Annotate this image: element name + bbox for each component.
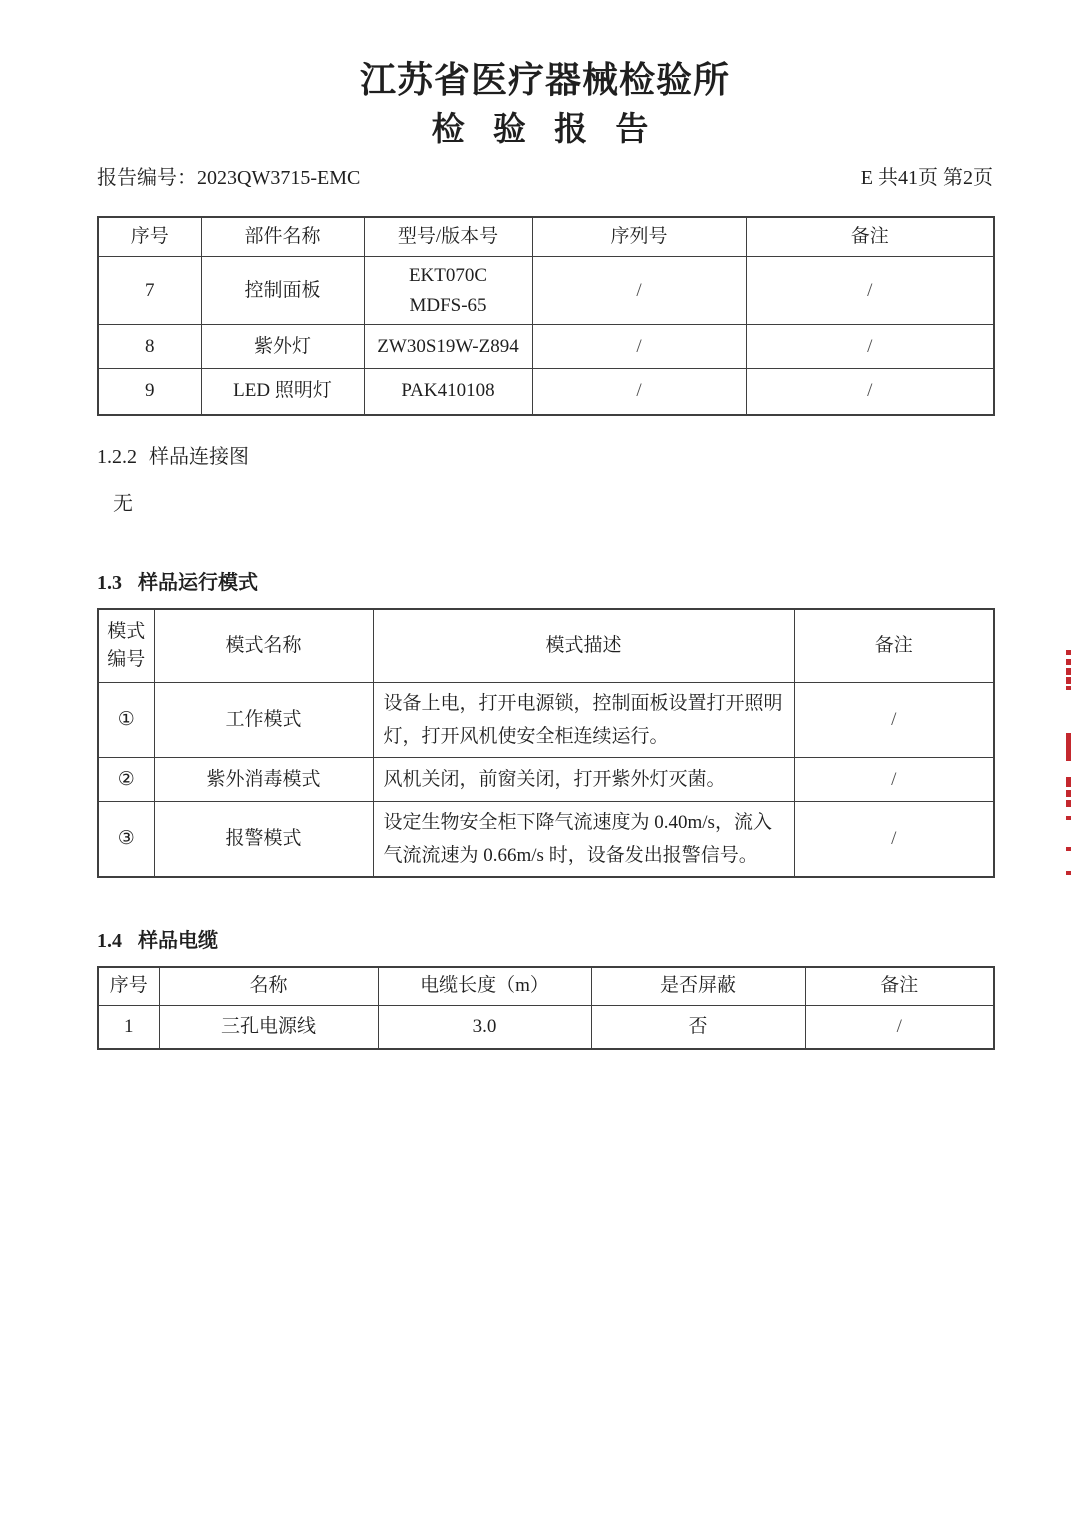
- part-no: 9: [98, 369, 201, 415]
- cables-table: [97, 966, 995, 1050]
- parts-header-model: 型号/版本号: [364, 217, 532, 257]
- mode-description: 风机关闭，前窗关闭，打开紫外灯灭菌。: [373, 758, 794, 802]
- cables-header-no: 序号: [98, 967, 159, 1005]
- table-row: [98, 325, 994, 369]
- parts-header-remark: 备注: [746, 217, 994, 257]
- part-model: PAK410108: [364, 369, 532, 415]
- modes-header-name: 模式名称: [154, 609, 373, 683]
- cable-shielded: 否: [591, 1005, 805, 1049]
- modes-header-no: [98, 609, 154, 683]
- red-stamp-fragment: [1066, 847, 1071, 851]
- modes-table: [97, 608, 995, 879]
- mode-name: 紫外消毒模式: [154, 758, 373, 802]
- mode-no: ①: [98, 683, 154, 758]
- part-no: 7: [98, 257, 201, 325]
- mode-name: 报警模式: [154, 802, 373, 878]
- table-row: [98, 758, 994, 802]
- report-number: [97, 161, 360, 190]
- part-model-line1: EKT070C: [408, 264, 488, 286]
- part-remark: /: [746, 369, 994, 415]
- mode-description: 设定生物安全柜下降气流速度为 0.40m/s，流入气流流速为 0.66m/s 时，设备发出报警信号。: [373, 802, 794, 878]
- part-model: [364, 257, 532, 325]
- parts-header-no: 序号: [98, 217, 201, 257]
- cables-table-header-row: [98, 967, 994, 1005]
- parts-table-header-row: [98, 217, 994, 257]
- section-number: 1.2.2: [97, 445, 137, 468]
- section-122-content: 无: [113, 492, 133, 515]
- mode-remark: /: [794, 683, 994, 758]
- mode-remark: /: [794, 802, 994, 878]
- part-serial: /: [532, 325, 746, 369]
- table-row: [98, 802, 994, 878]
- modes-header-no-line1: 模式: [107, 620, 146, 642]
- section-number: 1.4: [97, 930, 122, 953]
- section-heading-13: [97, 566, 993, 595]
- modes-header-no-line2: 编号: [107, 648, 146, 670]
- red-stamp-fragment: [1066, 650, 1071, 655]
- part-name: 紫外灯: [201, 325, 364, 369]
- parts-header-name: 部件名称: [201, 217, 364, 257]
- report-meta-row: [97, 161, 993, 190]
- report-number-value: 2023QW3715-EMC: [197, 166, 361, 189]
- section-title: 样品运行模式: [138, 571, 258, 594]
- table-row: [98, 369, 994, 415]
- cables-header-name: 名称: [159, 967, 378, 1005]
- cables-header-length: 电缆长度（m）: [378, 967, 591, 1005]
- organization-title: 江苏省医疗器械检验所: [359, 60, 730, 100]
- cable-length: 3.0: [378, 1005, 591, 1049]
- parts-table: [97, 216, 995, 416]
- cable-name: 三孔电源线: [159, 1005, 378, 1049]
- red-stamp-fragment: [1066, 800, 1071, 807]
- red-stamp-fragment: [1066, 816, 1071, 820]
- section-heading-122: [97, 440, 993, 469]
- part-serial: /: [532, 257, 746, 325]
- section-title: 样品电缆: [138, 930, 218, 953]
- cables-header-remark: 备注: [805, 967, 994, 1005]
- mode-no: ②: [98, 758, 154, 802]
- part-name: 控制面板: [201, 257, 364, 325]
- red-stamp-fragment: [1066, 686, 1071, 690]
- red-stamp-fragment: [1066, 677, 1071, 684]
- red-stamp-fragment: [1066, 733, 1071, 761]
- red-stamp-fragments: [1063, 0, 1071, 1515]
- red-stamp-fragment: [1066, 659, 1071, 665]
- modes-table-header-row: [98, 609, 994, 683]
- part-model: ZW30S19W-Z894: [364, 325, 532, 369]
- mode-description: 设备上电，打开电源锁，控制面板设置打开照明灯，打开风机使安全柜连续运行。: [373, 683, 794, 758]
- part-serial: /: [532, 369, 746, 415]
- section-number: 1.3: [97, 571, 122, 594]
- table-row: [98, 1005, 994, 1049]
- red-stamp-fragment: [1066, 777, 1071, 787]
- modes-header-remark: 备注: [794, 609, 994, 683]
- cable-remark: /: [805, 1005, 994, 1049]
- mode-no: ③: [98, 802, 154, 878]
- part-remark: /: [746, 257, 994, 325]
- part-remark: /: [746, 325, 994, 369]
- section-heading-14: [97, 924, 993, 953]
- red-stamp-fragment: [1066, 668, 1071, 675]
- parts-header-serial: 序列号: [532, 217, 746, 257]
- modes-header-desc: 模式描述: [373, 609, 794, 683]
- table-row: [98, 683, 994, 758]
- page-content: [97, 0, 993, 1050]
- red-stamp-fragment: [1066, 871, 1071, 875]
- page-info: E 共41页 第2页: [860, 166, 993, 189]
- part-model-line2: MDFS-65: [409, 294, 487, 316]
- section-title: 样品连接图: [149, 445, 249, 468]
- cable-no: 1: [98, 1005, 159, 1049]
- report-number-label: 报告编号：: [97, 166, 197, 189]
- mode-name: 工作模式: [154, 683, 373, 758]
- table-row: [98, 257, 994, 325]
- red-stamp-fragment: [1066, 790, 1071, 797]
- document-title: 检 验 报 告: [431, 112, 659, 148]
- cables-header-shielded: 是否屏蔽: [591, 967, 805, 1005]
- part-name: LED 照明灯: [201, 369, 364, 415]
- mode-remark: /: [794, 758, 994, 802]
- part-no: 8: [98, 325, 201, 369]
